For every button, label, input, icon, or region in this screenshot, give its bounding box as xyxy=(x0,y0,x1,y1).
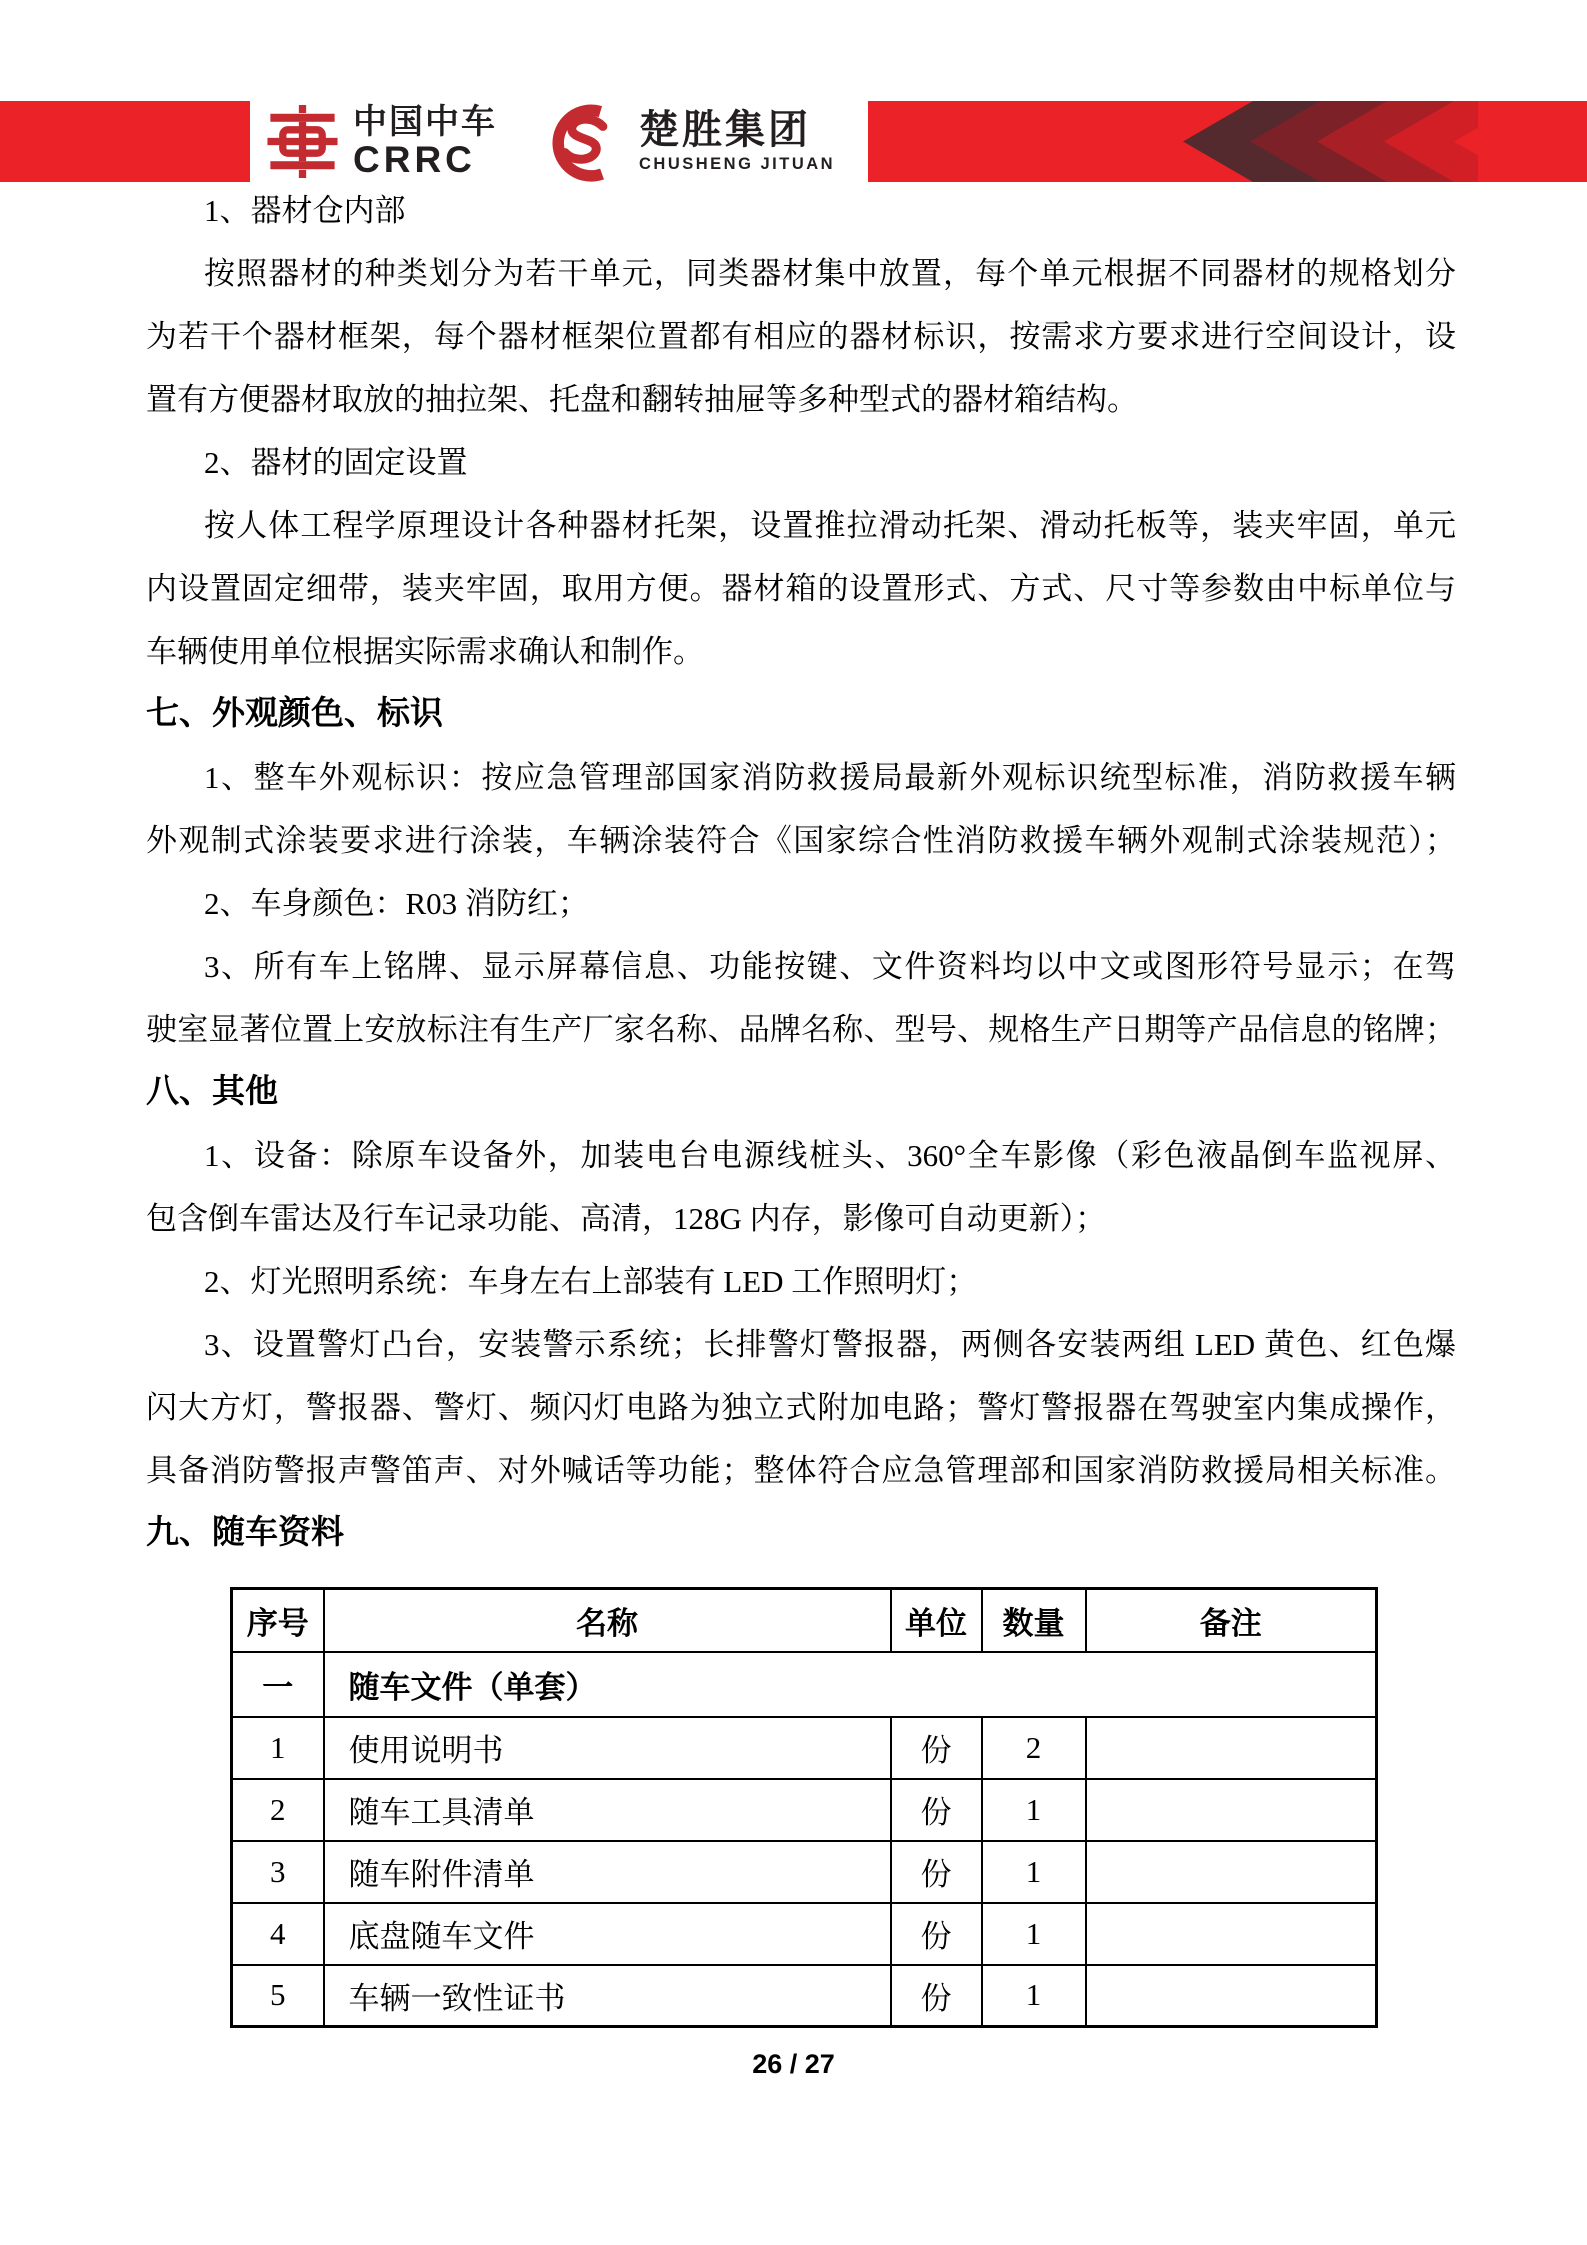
body-line: 3、所有车上铭牌、显示屏幕信息、功能按键、文件资料均以中文或图形符号显示；在驾 xyxy=(204,949,1456,984)
body-line: 具备消防警报声警笛声、对外喊话等功能；整体符合应急管理部和国家消防救援局相关标准。 xyxy=(146,1453,1456,1488)
body-line: 2、车身颜色：R03 消防红； xyxy=(204,886,589,921)
body-line: 2、器材的固定设置 xyxy=(204,445,468,480)
body-line: 内设置固定细带，装夹牢固，取用方便。器材箱的设置形式、方式、尺寸等参数由中标单位与 xyxy=(146,571,1456,606)
column-header: 名称 xyxy=(324,1589,891,1652)
cell-note xyxy=(1086,1903,1377,1965)
header-band xyxy=(0,101,1587,182)
crrc-logo xyxy=(266,105,497,178)
table-body xyxy=(232,1652,1377,2027)
chusheng-logo-text xyxy=(639,110,835,173)
cell-qty: 1 xyxy=(982,1841,1086,1903)
crrc-chinese-name: 中国中车 xyxy=(353,103,497,141)
cell-name: 使用说明书 xyxy=(324,1717,891,1779)
table-row xyxy=(232,1779,1377,1841)
cell-unit: 份 xyxy=(891,1779,982,1841)
cell-note xyxy=(1086,1717,1377,1779)
cell-unit: 份 xyxy=(891,1965,982,2027)
cell-name: 车辆一致性证书 xyxy=(324,1965,891,2027)
body-line: 3、设置警灯凸台，安装警示系统；长排警灯警报器，两侧各安装两组 LED 黄色、红色爆 xyxy=(204,1327,1456,1362)
cell-no: 5 xyxy=(232,1965,324,2027)
chusheng-logo xyxy=(543,101,835,183)
cell-unit: 份 xyxy=(891,1841,982,1903)
body-line: 闪大方灯，警报器、警灯、频闪灯电路为独立式附加电路；警灯警报器在驾驶室内集成操作， xyxy=(146,1390,1456,1425)
chusheng-emblem-icon xyxy=(543,101,625,183)
column-header: 备注 xyxy=(1086,1589,1377,1652)
cell-name: 随车文件（单套） xyxy=(324,1652,1377,1717)
body-line: 按人体工程学原理设计各种器材托架，设置推拉滑动托架、滑动托板等，装夹牢固，单元 xyxy=(204,508,1456,543)
body-line: 驶室显著位置上安放标注有生产厂家名称、品牌名称、型号、规格生产日期等产品信息的铭牌； xyxy=(146,1012,1456,1047)
cell-no: 3 xyxy=(232,1841,324,1903)
table-row xyxy=(232,1717,1377,1779)
cell-qty: 2 xyxy=(982,1717,1086,1779)
body-line: 包含倒车雷达及行车记录功能、高清，128G 内存，影像可自动更新）； xyxy=(146,1201,1107,1236)
cell-no: 2 xyxy=(232,1779,324,1841)
cell-note xyxy=(1086,1779,1377,1841)
body-line: 按照器材的种类划分为若干单元，同类器材集中放置，每个单元根据不同器材的规格划分 xyxy=(204,256,1456,291)
cell-no: 一 xyxy=(232,1652,324,1717)
cell-no: 1 xyxy=(232,1717,324,1779)
cell-qty: 1 xyxy=(982,1903,1086,1965)
cell-note xyxy=(1086,1841,1377,1903)
body-line: 置有方便器材取放的抽拉架、托盘和翻转抽屉等多种型式的器材箱结构。 xyxy=(146,382,1138,417)
section-heading: 八、其他 xyxy=(146,1074,278,1110)
body-line: 2、灯光照明系统：车身左右上部装有 LED 工作照明灯； xyxy=(204,1264,978,1299)
table-row xyxy=(232,1841,1377,1903)
body-line: 为若干个器材框架，每个器材框架位置都有相应的器材标识，按需求方要求进行空间设计，设 xyxy=(146,319,1456,354)
page-number: 26 / 27 xyxy=(752,2049,835,2079)
section-heading: 七、外观颜色、标识 xyxy=(146,696,443,732)
crrc-emblem-icon xyxy=(266,105,339,178)
document-body xyxy=(146,179,1456,1565)
crrc-logo-text xyxy=(353,105,497,178)
cell-no: 4 xyxy=(232,1903,324,1965)
cell-note xyxy=(1086,1965,1377,2027)
body-line: 1、设备：除原车设备外，加装电台电源线桩头、360°全车影像（彩色液晶倒车监视屏、 xyxy=(204,1138,1456,1173)
cell-unit: 份 xyxy=(891,1717,982,1779)
cell-name: 底盘随车文件 xyxy=(324,1903,891,1965)
column-header: 序号 xyxy=(232,1589,324,1652)
table-row xyxy=(232,1965,1377,2027)
column-header: 单位 xyxy=(891,1589,982,1652)
chusheng-chinese-name: 楚胜集团 xyxy=(639,108,811,153)
logo-panel xyxy=(250,101,868,182)
body-line: 1、整车外观标识：按应急管理部国家消防救援局最新外观标识统型标准，消防救援车辆 xyxy=(204,760,1456,795)
body-line: 车辆使用单位根据实际需求确认和制作。 xyxy=(146,634,704,669)
table-header-row xyxy=(232,1589,1377,1652)
cell-name: 随车工具清单 xyxy=(324,1779,891,1841)
accompanying-documents-table xyxy=(230,1587,1378,2028)
chevron-decoration-icon xyxy=(1178,101,1478,182)
cell-unit: 份 xyxy=(891,1903,982,1965)
section-heading: 九、随车资料 xyxy=(146,1515,344,1551)
column-header: 数量 xyxy=(982,1589,1086,1652)
cell-name: 随车附件清单 xyxy=(324,1841,891,1903)
table-section-row xyxy=(232,1652,1377,1717)
table-row xyxy=(232,1903,1377,1965)
chusheng-english-name: CHUSHENG JITUAN xyxy=(639,155,836,174)
cell-qty: 1 xyxy=(982,1779,1086,1841)
crrc-english-name: CRRC xyxy=(353,139,476,180)
body-line: 1、器材仓内部 xyxy=(204,193,406,228)
body-line: 外观制式涂装要求进行涂装，车辆涂装符合《国家综合性消防救援车辆外观制式涂装规范）； xyxy=(146,823,1456,858)
cell-qty: 1 xyxy=(982,1965,1086,2027)
